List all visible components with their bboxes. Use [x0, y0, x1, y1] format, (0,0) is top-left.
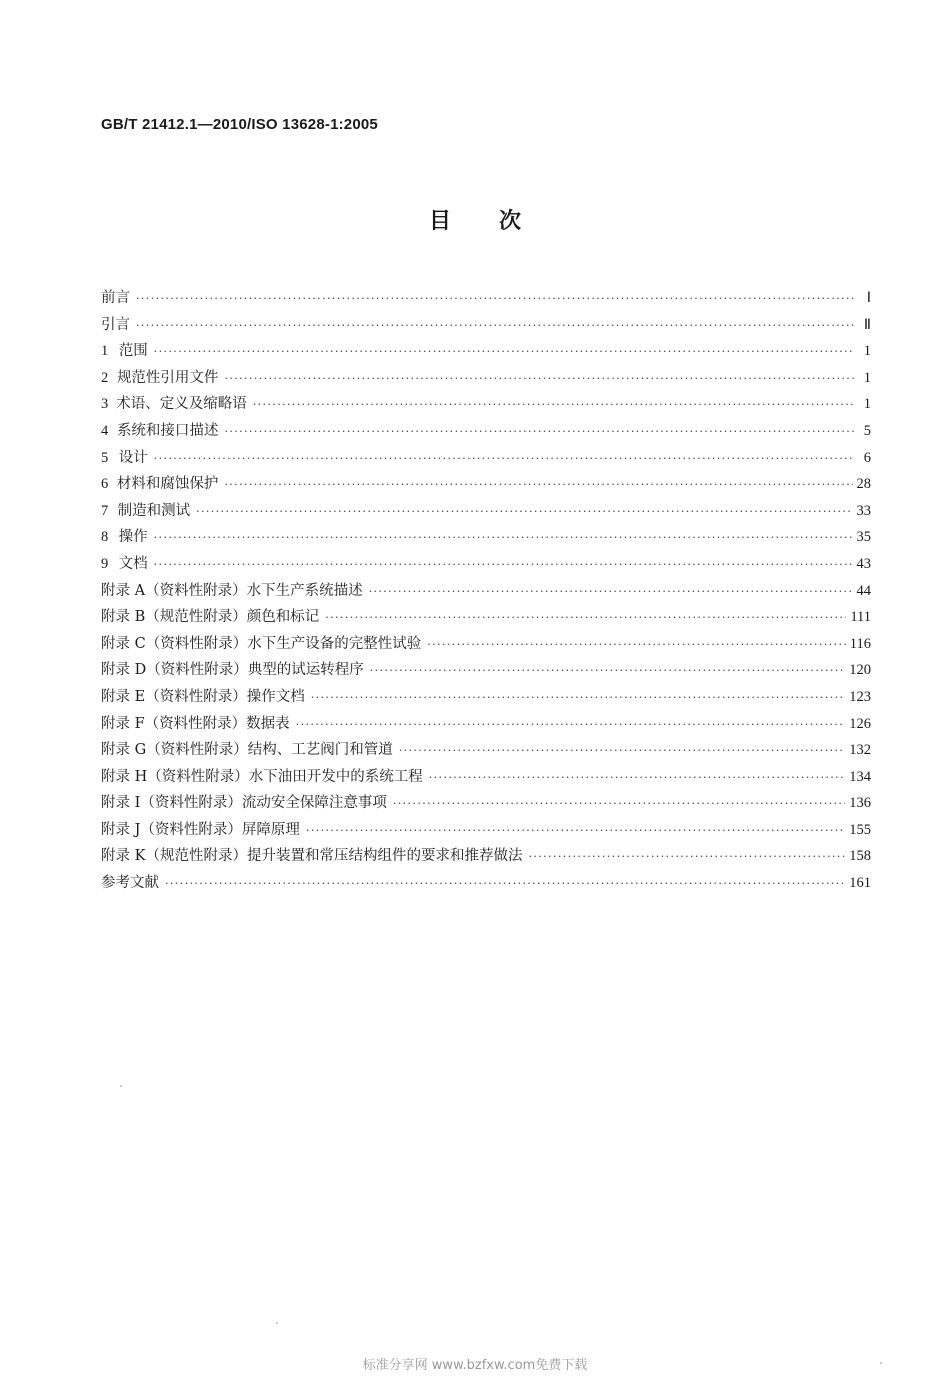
toc-entry-page: 126 — [849, 715, 871, 732]
scan-speck — [120, 1085, 122, 1087]
toc-entry-page: 123 — [849, 688, 871, 705]
toc-entry-number: 7 — [101, 502, 109, 519]
toc-entry-page: 1 — [863, 369, 871, 386]
toc-entry-page: 132 — [849, 742, 871, 759]
toc-entry[interactable] — [101, 392, 871, 419]
toc-entry-label: 范围 — [118, 343, 148, 360]
title-char-1: 目 — [428, 209, 451, 234]
toc-entry[interactable] — [101, 286, 871, 313]
toc-leader-dots — [528, 850, 845, 863]
toc-entry-label: 操作文档 — [246, 688, 305, 705]
toc-entry-label: 引言 — [101, 316, 130, 333]
toc-entry-annex-prefix: 附录 F（资料性附录） — [101, 715, 247, 732]
toc-entry[interactable] — [101, 658, 871, 685]
toc-entry-annex-prefix: 附录 K（规范性附录） — [101, 848, 247, 865]
toc-leader-dots — [165, 877, 845, 890]
toc-entry-page: 155 — [849, 821, 871, 838]
toc-leader-dots — [154, 452, 855, 465]
toc-entry-label: 水下生产系统描述 — [246, 582, 363, 599]
toc-entry-label: 提升装置和常压结构组件的要求和推荐做法 — [246, 848, 523, 865]
toc-leader-dots — [154, 558, 853, 571]
toc-entry-page: Ⅱ — [863, 316, 871, 333]
toc-entry-page: 136 — [849, 795, 871, 812]
toc-entry[interactable] — [101, 472, 871, 499]
toc-entry[interactable] — [101, 844, 871, 871]
toc-leader-dots — [224, 372, 855, 385]
toc-entry-annex-prefix: 附录 D（资料性附录） — [101, 662, 248, 679]
toc-entry-label: 结构、工艺阀门和管道 — [247, 742, 393, 759]
toc-entry[interactable] — [101, 632, 871, 659]
standard-number: GB/T 21412.1—2010/ISO 13628-1:2005 — [101, 116, 378, 133]
toc-entry-label: 水下生产设备的完整性试验 — [247, 635, 422, 652]
toc-entry-label: 文档 — [118, 555, 148, 572]
toc-entry-number: 5 — [101, 449, 109, 466]
toc-entry-page: 44 — [856, 582, 871, 599]
toc-entry-page: 28 — [856, 476, 871, 493]
toc-entry[interactable] — [101, 366, 871, 393]
toc-leader-dots — [253, 398, 855, 411]
toc-entry-label: 水下油田开发中的系统工程 — [248, 768, 423, 785]
toc-leader-dots — [224, 478, 852, 491]
toc-leader-dots — [136, 319, 855, 332]
toc-entry-label: 数据表 — [246, 715, 290, 732]
toc-entry-page: 120 — [849, 662, 871, 679]
title-char-2: 次 — [499, 209, 522, 234]
footer-watermark: 标准分享网 www.bzfxw.com免费下载 — [362, 1358, 588, 1373]
toc-leader-dots — [399, 744, 846, 757]
toc-entry-label: 前言 — [101, 290, 130, 306]
toc-leader-dots — [154, 345, 855, 358]
toc-entry-page: Ⅰ — [866, 290, 871, 306]
toc-entry-page: 134 — [849, 768, 871, 785]
toc-leader-dots — [224, 425, 855, 438]
toc-leader-dots — [154, 531, 853, 544]
toc-leader-dots — [325, 611, 846, 624]
toc-leader-dots — [136, 292, 855, 305]
toc-leader-dots — [306, 824, 845, 837]
toc-entry[interactable] — [101, 605, 871, 632]
toc-leader-dots — [311, 691, 846, 704]
toc-entry-number: 8 — [101, 529, 109, 546]
toc-leader-dots — [296, 718, 846, 731]
scan-speck — [276, 1322, 278, 1324]
toc-entry[interactable] — [101, 765, 871, 792]
toc-entry-label: 制造和测试 — [117, 502, 191, 519]
toc-entry-annex-prefix: 附录 J（资料性附录） — [101, 821, 242, 838]
toc-entry-label: 材料和腐蚀保护 — [116, 476, 219, 493]
toc-entry[interactable] — [101, 712, 871, 739]
toc-entry[interactable] — [101, 499, 871, 526]
toc-entry[interactable] — [101, 791, 871, 818]
toc-entry-page: 35 — [856, 529, 871, 546]
toc-entry-label: 典型的试运转程序 — [247, 662, 364, 679]
toc-entry[interactable] — [101, 419, 871, 446]
toc-entry[interactable] — [101, 871, 871, 898]
toc-entry-label: 流动安全保障注意事项 — [241, 795, 387, 812]
table-of-contents — [101, 286, 871, 898]
toc-leader-dots — [369, 585, 853, 598]
toc-entry-number: 3 — [101, 396, 109, 413]
toc-entry-annex-prefix: 附录 C（资料性附录） — [101, 635, 248, 652]
toc-entry-label: 设计 — [118, 449, 148, 466]
toc-entry-page: 5 — [863, 422, 871, 439]
toc-entry-annex-prefix: 附录 A（资料性附录） — [101, 582, 247, 599]
toc-entry-page: 161 — [849, 875, 871, 892]
toc-entry[interactable] — [101, 685, 871, 712]
toc-entry[interactable] — [101, 313, 871, 340]
toc-leader-dots — [370, 664, 846, 677]
toc-entry-label: 屏障原理 — [241, 821, 300, 838]
toc-entry-label: 规范性引用文件 — [116, 369, 219, 386]
toc-entry-label: 参考文献 — [101, 875, 159, 892]
toc-leader-dots — [427, 638, 846, 651]
toc-entry[interactable] — [101, 339, 871, 366]
toc-leader-dots — [196, 505, 852, 518]
toc-entry-page: 1 — [863, 396, 871, 413]
toc-entry-page: 6 — [863, 449, 871, 466]
toc-entry-annex-prefix: 附录 H（资料性附录） — [101, 768, 249, 785]
toc-entry-page: 33 — [856, 502, 871, 519]
toc-entry-page: 158 — [849, 848, 871, 865]
toc-entry-label: 系统和接口描述 — [116, 422, 219, 439]
toc-leader-dots — [393, 797, 845, 810]
toc-entry-page: 1 — [863, 343, 871, 360]
toc-entry-number: 1 — [101, 343, 109, 360]
toc-entry-annex-prefix: 附录 B（规范性附录） — [101, 609, 247, 626]
toc-entry[interactable] — [101, 579, 871, 606]
toc-entry-annex-prefix: 附录 G（资料性附录） — [101, 742, 248, 759]
toc-entry[interactable] — [101, 552, 871, 579]
toc-entry-number: 4 — [101, 422, 109, 439]
toc-entry-label: 操作 — [118, 529, 148, 546]
toc-entry-annex-prefix: 附录 I（资料性附录） — [101, 795, 242, 812]
toc-entry[interactable] — [101, 525, 871, 552]
toc-entry[interactable] — [101, 818, 871, 845]
toc-entry[interactable] — [101, 446, 871, 473]
toc-entry-annex-prefix: 附录 E（资料性附录） — [101, 688, 247, 705]
toc-entry-label: 术语、定义及缩略语 — [116, 396, 247, 413]
toc-entry[interactable] — [101, 738, 871, 765]
toc-leader-dots — [429, 771, 845, 784]
toc-entry-label: 颜色和标记 — [246, 609, 320, 626]
toc-entry-number: 6 — [101, 476, 109, 493]
page-title — [0, 204, 950, 235]
toc-entry-page: 116 — [849, 635, 871, 652]
toc-entry-page: 111 — [850, 609, 871, 626]
toc-entry-number: 9 — [101, 555, 109, 572]
toc-entry-number: 2 — [101, 369, 109, 386]
scan-speck — [880, 1362, 882, 1364]
toc-entry-page: 43 — [856, 555, 871, 572]
